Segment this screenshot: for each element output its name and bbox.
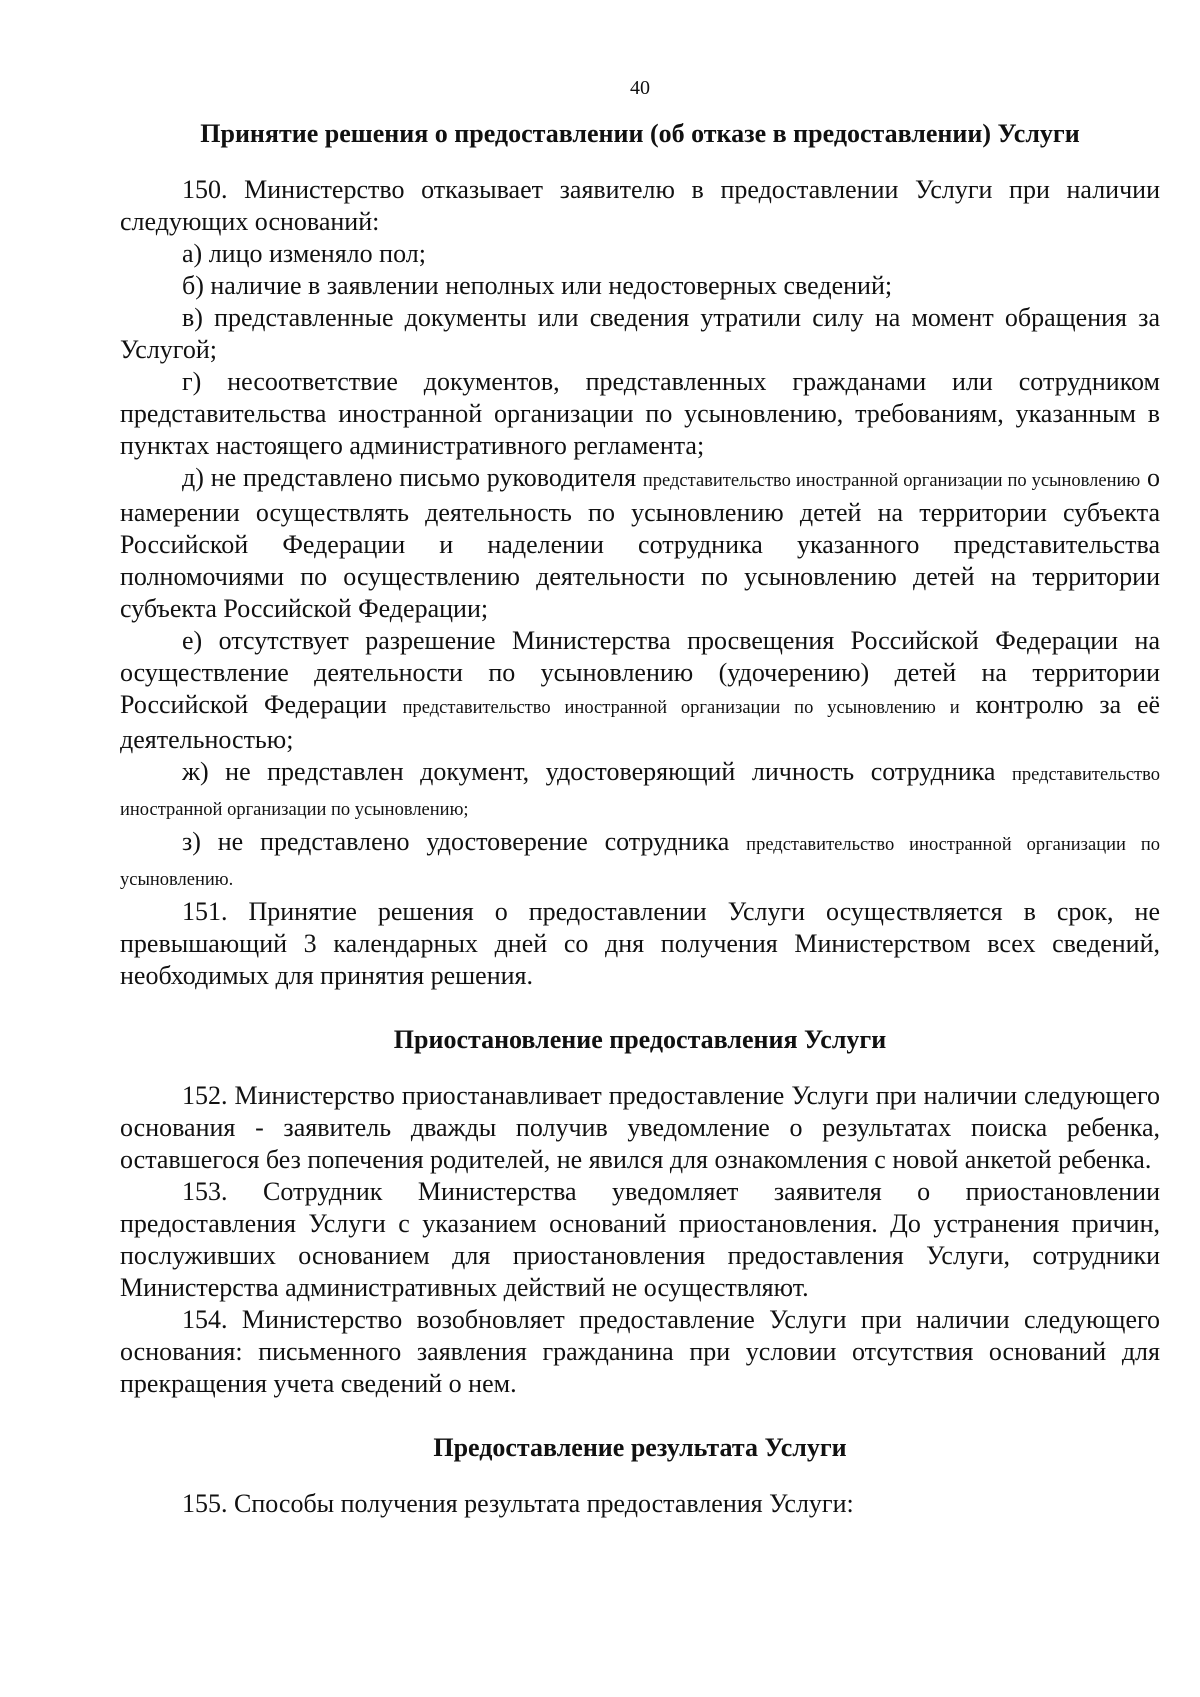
list-item-zh-text-2: представительство иностранной организации по усыновлению;: [120, 765, 1161, 820]
paragraph-151: 151. Принятие решения о предоставлении Услуги осуществляется в срок, не превышающий 3 календарных дней со дня получения Министерством всех сведений, необходимых для принятия решения.: [120, 897, 1160, 990]
list-item-d-text-1: д) не представлено письмо руководителя: [182, 463, 637, 492]
list-item-z-text-2: представительство иностранной организации по усыновлению.: [120, 835, 1161, 890]
list-item-zh-text-1: ж) не представлен документ, удостоверяющий личность сотрудника: [182, 757, 996, 786]
section-heading-suspension: Приостановление предоставления Услуги: [393, 1025, 887, 1054]
list-item-d-text-3: о намерении осуществлять деятельность по усыновлению детей на территории субъекта Российской Федерации и наделении сотрудника указанного представительства полномочиями по осуществлению деятельности по усыновлению детей на территории субъекта Российской Федерации;: [120, 463, 1161, 623]
list-item-d: [120, 462, 1160, 625]
list-item-e-text-1: е) отсутствует разрешение Министерства просвещения Российской Федерации на осуществление деятельности по усыновлению (удочерению) детей на территории Российской Федерации: [120, 626, 1160, 719]
paragraph-155: 155. Способы получения результата предоставления Услуги:: [182, 1489, 854, 1518]
list-item-z: [120, 826, 1160, 896]
list-item-z-text-1: з) не представлено удостоверение сотрудника: [182, 827, 730, 856]
list-item-b: б) наличие в заявлении неполных или недостоверных сведений;: [182, 271, 893, 300]
page-number: 40: [630, 77, 650, 99]
list-item-a: а) лицо изменяло пол;: [182, 239, 426, 268]
list-item-d-text-2: представительство иностранной организации по усыновлению: [642, 471, 1141, 491]
paragraph-154: 154. Министерство возобновляет предоставление Услуги при наличии следующего основания: письменного заявления гражданина при условии отсутствия оснований для прекращения учета сведений о нем.: [120, 1305, 1160, 1398]
list-item-zh: [120, 756, 1160, 826]
section-heading-decision: Принятие решения о предоставлении (об отказе в предоставлении) Услуги: [200, 119, 1080, 148]
list-item-e-text-3: контролю за её деятельностью;: [120, 690, 1161, 754]
paragraph-153: 153. Сотрудник Министерства уведомляет заявителя о приостановлении предоставления Услуги с указанием оснований приостановления. До устранения причин, послуживших основанием для приостановления предоставления Услуги, сотрудники Министерства административных действий не осуществляют.: [120, 1177, 1160, 1302]
list-item-g: г) несоответствие документов, представленных гражданами или сотрудником представительства иностранной организации по усыновлению, требованиям, указанным в пунктах настоящего административного регламента;: [120, 367, 1160, 460]
list-item-v: в) представленные документы или сведения утратили силу на момент обращения за Услугой;: [120, 303, 1160, 364]
document-body: [120, 118, 1160, 1520]
paragraph-150: 150. Министерство отказывает заявителю в предоставлении Услуги при наличии следующих оснований:: [120, 175, 1160, 236]
paragraph-152: 152. Министерство приостанавливает предоставление Услуги при наличии следующего основания - заявитель дважды получив уведомление о результатах поиска ребенка, оставшегося без попечения родителей, не явился для ознакомления с новой анкетой ребенка.: [120, 1081, 1160, 1174]
section-heading-result: Предоставление результата Услуги: [433, 1433, 847, 1462]
list-item-e: [120, 625, 1160, 756]
list-item-e-text-2: представительство иностранной организации по усыновлению и: [402, 698, 960, 718]
